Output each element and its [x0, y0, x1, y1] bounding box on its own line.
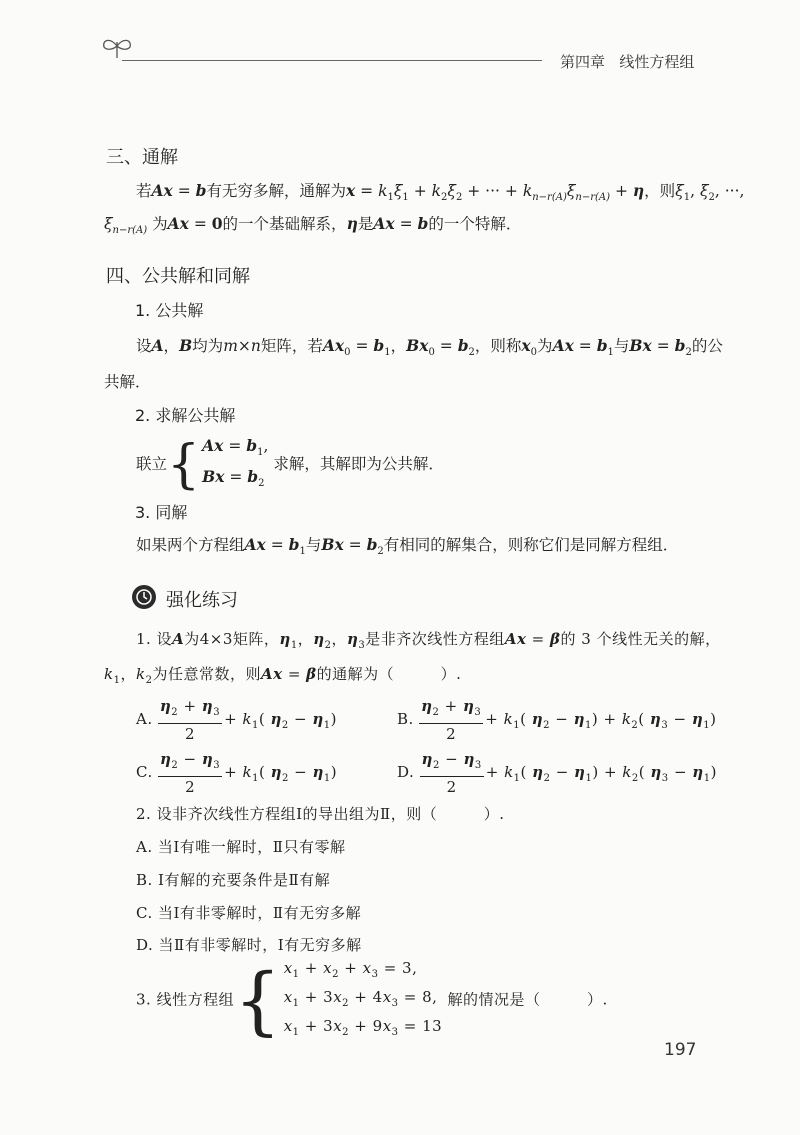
question-1-line2: $k_1$，$k_2$为任意常数，则Ax = β的通解为（ ）.: [104, 665, 462, 686]
running-header: [560, 51, 694, 72]
chapter-title: 线性方程组: [619, 53, 695, 71]
chapter-number: 第四章: [560, 53, 606, 71]
paragraph-equivalent: 如果两个方程组$Ax = b_1$与$Bx = b_2$有相同的解集合，则称它们是同解方程组．: [136, 535, 679, 557]
section-heading-common-solution: 四、公共解和同解: [106, 266, 250, 287]
sprout-icon: [100, 34, 134, 60]
clock-icon: [132, 585, 156, 609]
header-rule: [122, 60, 542, 61]
subheading-common-solution: 1. 公共解: [135, 301, 204, 320]
section-heading-general-solution: 三、通解: [106, 147, 178, 168]
question-1-option-c: C. $\frac{\eta_2 - \eta_3}{2}$ + $k_1$( $\eta_2 - \eta_1$): [136, 750, 338, 796]
question-1-option-d: D. $\frac{\eta_2 - \eta_3}{2}$ + $k_1$( $\eta_2 - \eta_1) + k_2$( $\eta_3 - \eta_1$): [397, 750, 717, 796]
subheading-solve-common: 2. 求解公共解: [135, 406, 236, 425]
paragraph-common-solution-line1: 设A，B均为m×n矩阵，若$Ax_0 = b_1$，$Bx_0 = b_2$，则称$x_0$为$Ax = b_1$与$Bx = b_2$的公: [136, 336, 723, 358]
paragraph-general-solution-line2: $\xi_{n-r(A)}$ 为Ax = 0的一个基础解系，η是Ax = b的一个特解．: [104, 214, 522, 236]
practice-heading: 强化练习: [166, 590, 238, 611]
question-2: 2. 设非齐次线性方程组Ⅰ的导出组为Ⅱ，则（ ）.: [136, 805, 505, 823]
paragraph-general-solution-line1: 若Ax = b有无穷多解，通解为$x = k_1\xi_1 + k_2\xi_2$ + ··· + $k_{n-r(A)}\xi_{n-r(A)} + \eta$，则$\xi_1$, $\xi_2$, ···,: [136, 181, 745, 203]
question-1-option-a: A. $\frac{\eta_2 + \eta_3}{2}$ + $k_1$( $\eta_2 - \eta_1$): [136, 697, 338, 743]
question-1-line1: 1. 设A为4×3矩阵，$\eta_1$，$\eta_2$，$\eta_3$是非齐次线性方程组Ax = β的 3 个线性无关的解，: [136, 630, 721, 651]
paragraph-solve-common: 联立 { $Ax = b_1$, $Bx = b_2$ 求解，其解即为公共解．: [136, 435, 444, 495]
page-number: 197: [664, 1040, 697, 1060]
question-3: 3. 线性方程组 { $x_1 + x_2 + x_3 = 3$, $x_1 + 3x_2 + 4x_3 = 8$, $x_1 + 3x_2 + 9x_3 = 13$ 解的情况是（ ）.: [136, 957, 608, 1044]
question-2-option-b: B. Ⅰ有解的充要条件是Ⅱ有解: [136, 871, 331, 889]
question-2-option-c: C. 当Ⅰ有非零解时，Ⅱ有无穷多解: [136, 904, 362, 922]
question-2-option-a: A. 当Ⅰ有唯一解时，Ⅱ只有零解: [136, 838, 346, 856]
question-2-option-d: D. 当Ⅱ有非零解时，Ⅰ有无穷多解: [136, 936, 362, 954]
paragraph-common-solution-line2: 共解．: [104, 373, 151, 391]
subheading-equivalent: 3. 同解: [135, 503, 188, 522]
question-1-option-b: B. $\frac{\eta_2 + \eta_3}{2}$ + $k_1$( $\eta_2 - \eta_1) + k_2$( $\eta_3 - \eta_1$): [397, 697, 717, 743]
